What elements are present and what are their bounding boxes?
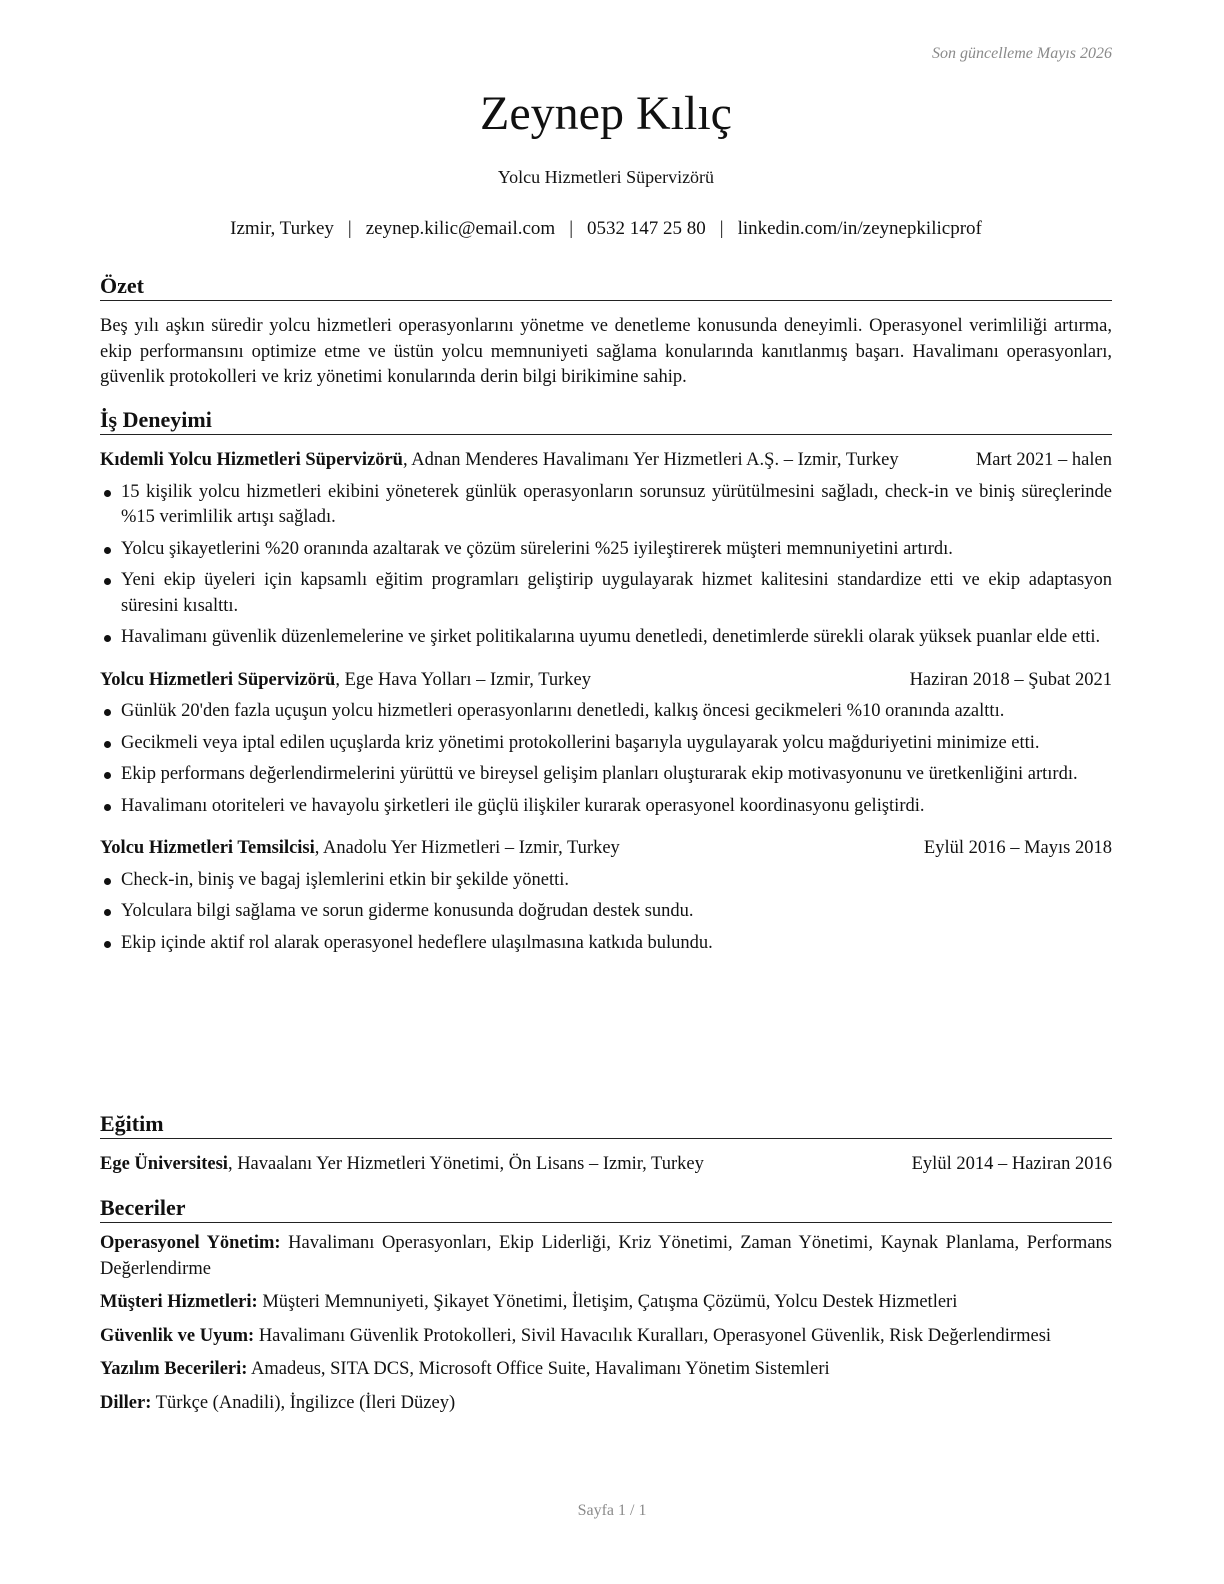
contact-location: Izmir, Turkey — [230, 218, 334, 239]
skill-value: Müşteri Memnuniyeti, Şikayet Yönetimi, İletişim, Çatışma Çözümü, Yolcu Destek Hizmetleri — [257, 1292, 958, 1312]
skill-row — [100, 1357, 1112, 1383]
job-dates: Haziran 2018 – Şubat 2021 — [909, 669, 1112, 690]
job-role: Yolcu Hizmetleri Süpervizörü — [100, 669, 336, 690]
skill-value: Havalimanı Güvenlik Protokolleri, Sivil Havacılık Kuralları, Operasyonel Güvenlik, Risk Değerlendirmesi — [254, 1325, 1052, 1346]
job-bullet: Yeni ekip üyeleri için kapsamlı eğitim programları geliştirip uygulayarak hizmet kalitesini standardize etti ve ekip adaptasyon süresini kısalttı. — [100, 568, 1112, 619]
skill-label: Diller: — [100, 1392, 152, 1413]
skill-value: Amadeus, SITA DCS, Microsoft Office Suite, Havalimanı Yönetim Sistemleri — [247, 1359, 830, 1379]
contact-email[interactable]: zeynep.kilic@email.com — [365, 218, 556, 239]
contact-line — [100, 218, 1112, 240]
job-org: , Ege Hava Yolları – Izmir, Turkey — [335, 669, 591, 690]
skill-value: Havalimanı Operasyonları, Ekip Liderliği, Kriz Yönetimi, Zaman Yönetimi, Kaynak Planlama, Performans Değerlendirme — [100, 1233, 1112, 1279]
education-dates: Eylül 2014 – Haziran 2016 — [911, 1154, 1112, 1174]
job-dates: Mart 2021 – halen — [975, 450, 1112, 470]
contact-linkedin[interactable]: linkedin.com/in/zeynepkilicprof — [737, 218, 982, 239]
experience-section — [100, 406, 1112, 956]
job-dates: Eylül 2016 – Mayıs 2018 — [923, 838, 1112, 858]
job-bullet: Check-in, biniş ve bagaj işlemlerini etkin bir şekilde yönetti. — [100, 868, 1112, 894]
job-header — [100, 448, 1112, 474]
job-entry — [100, 836, 1112, 956]
skill-label: Güvenlik ve Uyum: — [100, 1325, 255, 1346]
contact-separator: | — [569, 218, 573, 239]
job-bullet: Havalimanı otoriteleri ve havayolu şirketleri ile güçlü ilişkiler kurarak operasyonel koordinasyonu geliştirdi. — [100, 794, 1112, 820]
contact-separator: | — [347, 218, 352, 239]
summary-text: Beş yılı aşkın süredir yolcu hizmetleri operasyonlarını yönetme ve denetleme konusunda deneyimli. Operasyonel verimliliği artırma, ekip performansını optimize etme ve üstün yolcu memnuniyeti sağlama konularında kanıtlanmış başarı. Havalimanı operasyonları, güvenlik protokolleri ve kriz yönetimi konularında derin bilgi birikimine sahip. — [100, 316, 1112, 387]
section-heading: İş Deneyimi — [100, 406, 1112, 435]
page-number: Sayfa 1 / 1 — [577, 1502, 647, 1519]
last-updated-note: Son güncelleme Mayıs 2026 — [932, 45, 1112, 62]
candidate-name: Zeynep Kılıç — [480, 87, 732, 140]
skill-row — [100, 1391, 1112, 1417]
job-bullet: Günlük 20'den fazla uçuşun yolcu hizmetleri operasyonlarını denetledi, kalkış öncesi gecikmeleri %10 oranında azalttı. — [100, 699, 1112, 725]
skill-row — [100, 1231, 1112, 1282]
skill-row — [100, 1290, 1112, 1316]
job-bullet: Havalimanı güvenlik düzenlemelerine ve şirket politikalarına uyumu denetledi, denetimlerde sürekli olarak yüksek puanlar elde etti. — [100, 625, 1112, 651]
job-bullet: 15 kişilik yolcu hizmetleri ekibini yöneterek günlük operasyonların sorunsuz yürütülmesini sağladı, check-in ve biniş süreçlerinde %15 verimlilik artışı sağladı. — [100, 480, 1112, 531]
job-header — [100, 668, 1112, 694]
job-role: Kıdemli Yolcu Hizmetleri Süpervizörü — [100, 450, 403, 470]
contact-separator: | — [719, 218, 724, 239]
skill-label: Yazılım Becerileri: — [100, 1359, 248, 1379]
job-org: , Adnan Menderes Havalimanı Yer Hizmetleri A.Ş. – Izmir, Turkey — [402, 450, 899, 470]
section-heading: Özet — [100, 272, 1112, 301]
job-bullet: Gecikmeli veya iptal edilen uçuşlarda kriz yönetimi protokollerini başarıyla uygulayarak yolcu mağduriyetini minimize etti. — [100, 731, 1112, 757]
job-bullet: Yolculara bilgi sağlama ve sorun giderme konusunda doğrudan destek sundu. — [100, 899, 1112, 925]
candidate-title: Yolcu Hizmetleri Süpervizörü — [497, 167, 715, 187]
job-bullet: Ekip performans değerlendirmelerini yürüttü ve bireysel gelişim planları oluşturarak ekip motivasyonunu ve üretkenliğini artırdı. — [100, 762, 1112, 788]
section-heading: Eğitim — [100, 1110, 1112, 1139]
education-school: Ege Üniversitesi — [100, 1154, 228, 1174]
job-org: , Anadolu Yer Hizmetleri – Izmir, Turkey — [314, 838, 620, 858]
skill-value: Türkçe (Anadili), İngilizce (İleri Düzey) — [151, 1392, 456, 1413]
skills-section — [100, 1194, 1112, 1416]
job-entry — [100, 448, 1112, 651]
job-bullet: Yolcu şikayetlerini %20 oranında azaltarak ve çözüm sürelerini %25 iyileştirerek müşteri memnuniyetini artırdı. — [100, 537, 1112, 563]
skill-label: Operasyonel Yönetim: — [100, 1233, 281, 1253]
job-entry — [100, 668, 1112, 820]
summary-section — [100, 272, 1112, 391]
skill-row — [100, 1324, 1112, 1350]
education-entry — [100, 1152, 1112, 1178]
job-bullet: Ekip içinde aktif rol alarak operasyonel hedeflere ulaşılmasına katkıda bulundu. — [100, 931, 1112, 957]
contact-phone: 0532 147 25 80 — [587, 218, 706, 239]
education-detail: , Havaalanı Yer Hizmetleri Yönetimi, Ön Lisans – Izmir, Turkey — [227, 1154, 704, 1174]
job-role: Yolcu Hizmetleri Temsilcisi — [100, 838, 315, 858]
skill-label: Müşteri Hizmetleri: — [100, 1292, 258, 1312]
job-header — [100, 836, 1112, 862]
section-heading: Beceriler — [100, 1194, 1112, 1223]
education-section — [100, 1110, 1112, 1178]
